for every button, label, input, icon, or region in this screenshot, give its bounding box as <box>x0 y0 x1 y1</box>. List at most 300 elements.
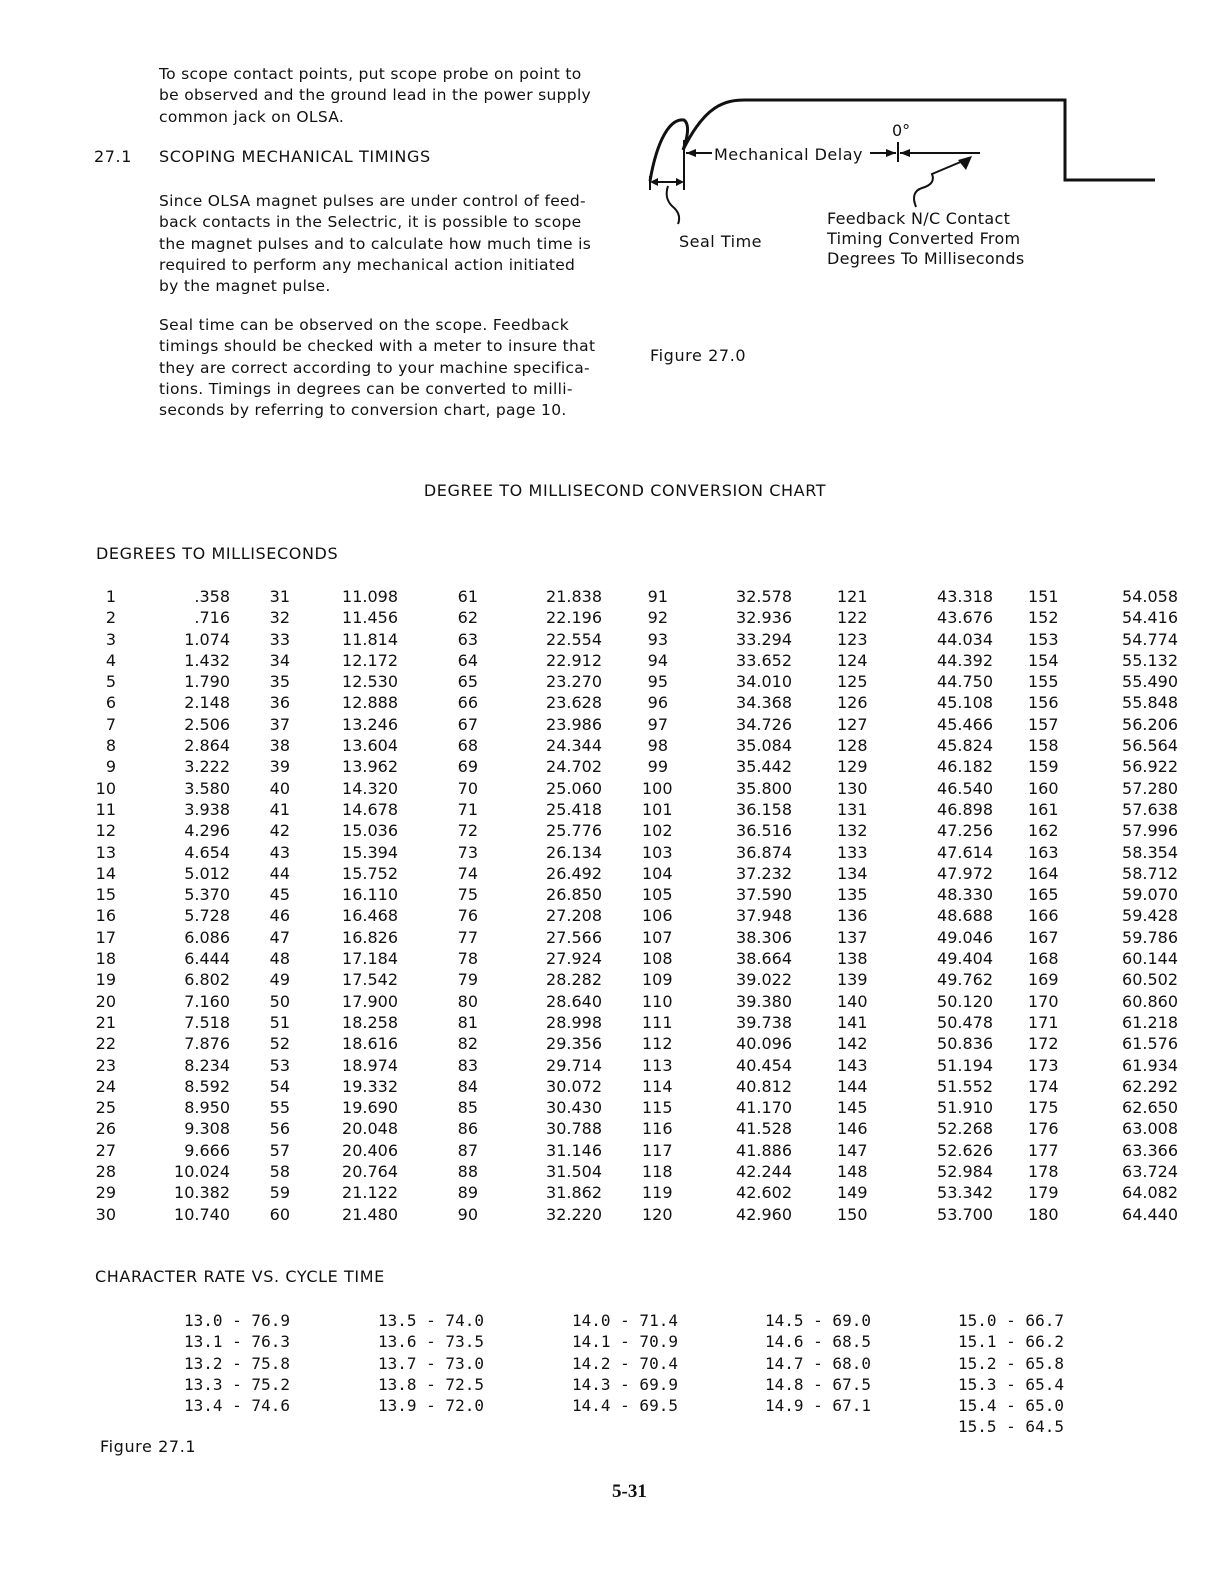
table-row <box>452 863 602 884</box>
millisecond-value: 47.614 <box>937 842 993 862</box>
table-row <box>264 1140 398 1161</box>
degree-value: 69 <box>457 757 478 777</box>
degrees-table-heading: DEGREES TO MILLISECONDS <box>96 544 339 563</box>
degree-value: 112 <box>642 1034 673 1054</box>
millisecond-value: 7.518 <box>184 1012 230 1032</box>
millisecond-value: 5.012 <box>184 863 230 883</box>
degree-value: 7 <box>105 714 116 734</box>
degree-value: 158 <box>1028 736 1059 756</box>
millisecond-value: 41.886 <box>736 1140 792 1160</box>
degree-value: 91 <box>647 587 668 606</box>
degree-value: 170 <box>1028 991 1059 1011</box>
millisecond-value: 33.652 <box>736 650 792 670</box>
degrees-column-1 <box>90 586 230 1225</box>
degree-value: 128 <box>837 736 868 756</box>
millisecond-value: 2.864 <box>184 736 230 756</box>
millisecond-value: 34.010 <box>736 672 792 692</box>
table-row <box>452 629 602 650</box>
list-item: 13.9 - 72.0 <box>378 1396 484 1416</box>
degree-value: 43 <box>269 842 290 862</box>
table-row <box>264 607 398 628</box>
degree-value: 4 <box>105 650 116 670</box>
list-item: 15.4 - 65.0 <box>958 1396 1064 1416</box>
degree-value: 22 <box>95 1034 116 1054</box>
millisecond-value: 3.938 <box>184 799 230 819</box>
millisecond-value: 9.308 <box>184 1119 230 1139</box>
mech-delay-arrowhead-left <box>686 149 696 157</box>
degree-value: 102 <box>642 821 673 841</box>
table-row <box>264 1012 398 1033</box>
millisecond-value: 18.616 <box>342 1034 398 1054</box>
degree-value: 82 <box>457 1034 478 1054</box>
table-row <box>90 1204 230 1225</box>
page-number: 5-31 <box>612 1481 647 1502</box>
timing-diagram <box>600 80 1180 280</box>
list-item: 14.5 - 69.0 <box>765 1311 871 1330</box>
millisecond-value: 28.640 <box>546 991 602 1011</box>
degree-value: 153 <box>1028 629 1059 649</box>
millisecond-value: 56.564 <box>1122 736 1178 756</box>
list-item: 14.3 - 69.9 <box>572 1374 678 1394</box>
millisecond-value: 64.440 <box>1122 1204 1178 1224</box>
list-item: 14.4 - 69.5 <box>572 1396 678 1416</box>
millisecond-value: 9.666 <box>184 1140 230 1160</box>
table-row <box>1028 927 1178 948</box>
table-row <box>452 927 602 948</box>
table-row <box>642 799 792 820</box>
millisecond-value: 13.246 <box>342 714 398 734</box>
table-row <box>1028 714 1178 735</box>
millisecond-value: 11.098 <box>342 587 398 606</box>
degree-value: 57 <box>269 1140 290 1160</box>
millisecond-value: 37.590 <box>736 885 792 905</box>
table-row <box>837 948 993 969</box>
degree-value: 20 <box>95 991 116 1011</box>
degree-value: 59 <box>269 1183 290 1203</box>
degree-value: 164 <box>1028 863 1059 883</box>
rate-column-3 <box>572 1310 678 1416</box>
millisecond-value: 56.922 <box>1122 757 1178 777</box>
list-item: 14.2 - 70.4 <box>572 1353 678 1373</box>
degree-value: 6 <box>105 693 116 713</box>
millisecond-value: 41.170 <box>736 1098 792 1118</box>
table-row <box>642 1055 792 1076</box>
degree-value: 85 <box>457 1098 478 1118</box>
table-row <box>264 1118 398 1139</box>
millisecond-value: 41.528 <box>736 1119 792 1139</box>
millisecond-value: 14.678 <box>342 799 398 819</box>
table-row <box>90 1012 230 1033</box>
degree-value: 154 <box>1028 650 1059 670</box>
degree-value: 129 <box>837 757 868 777</box>
degree-value: 174 <box>1028 1076 1059 1096</box>
table-row <box>1028 1097 1178 1118</box>
millisecond-value: 18.974 <box>342 1055 398 1075</box>
degree-value: 120 <box>642 1204 673 1224</box>
table-row <box>452 1182 602 1203</box>
millisecond-value: 64.082 <box>1122 1183 1178 1203</box>
millisecond-value: 45.108 <box>937 693 993 713</box>
table-row <box>837 1140 993 1161</box>
degree-value: 92 <box>647 608 668 628</box>
table-row <box>837 884 993 905</box>
millisecond-value: 30.788 <box>546 1119 602 1139</box>
degree-value: 124 <box>837 650 868 670</box>
millisecond-value: 3.580 <box>184 778 230 798</box>
millisecond-value: 27.566 <box>546 927 602 947</box>
degree-value: 5 <box>105 672 116 692</box>
millisecond-value: 40.454 <box>736 1055 792 1075</box>
millisecond-value: 15.394 <box>342 842 398 862</box>
millisecond-value: 52.268 <box>937 1119 993 1139</box>
degree-value: 173 <box>1028 1055 1059 1075</box>
table-row <box>90 948 230 969</box>
millisecond-value: 17.542 <box>342 970 398 990</box>
table-row <box>264 948 398 969</box>
list-item: 15.2 - 65.8 <box>958 1353 1064 1373</box>
millisecond-value: 50.120 <box>937 991 993 1011</box>
millisecond-value: 60.860 <box>1122 991 1178 1011</box>
table-row <box>837 991 993 1012</box>
degree-value: 28 <box>95 1162 116 1182</box>
table-row <box>642 927 792 948</box>
millisecond-value: 13.962 <box>342 757 398 777</box>
feedback-label-line1: Feedback N/C Contact <box>827 209 1011 228</box>
degree-value: 138 <box>837 949 868 969</box>
table-row <box>1028 969 1178 990</box>
millisecond-value: 10.382 <box>174 1183 230 1203</box>
table-row <box>837 586 993 607</box>
degree-value: 150 <box>837 1204 868 1224</box>
degree-value: 151 <box>1028 587 1059 606</box>
list-item: 13.6 - 73.5 <box>378 1332 484 1352</box>
millisecond-value: 46.182 <box>937 757 993 777</box>
table-row <box>642 714 792 735</box>
degree-value: 64 <box>457 650 478 670</box>
degree-value: 156 <box>1028 693 1059 713</box>
millisecond-value: 39.380 <box>736 991 792 1011</box>
millisecond-value: 36.158 <box>736 799 792 819</box>
degree-value: 89 <box>457 1183 478 1203</box>
table-row <box>264 969 398 990</box>
table-row <box>642 1182 792 1203</box>
millisecond-value: 35.442 <box>736 757 792 777</box>
degree-value: 84 <box>457 1076 478 1096</box>
table-row <box>642 842 792 863</box>
zero-arrowhead <box>900 149 910 157</box>
degree-value: 148 <box>837 1162 868 1182</box>
degree-value: 94 <box>647 650 668 670</box>
millisecond-value: 23.986 <box>546 714 602 734</box>
degree-value: 136 <box>837 906 868 926</box>
millisecond-value: 63.724 <box>1122 1162 1178 1182</box>
degree-value: 177 <box>1028 1140 1059 1160</box>
millisecond-value: 16.110 <box>342 885 398 905</box>
millisecond-value: 49.404 <box>937 949 993 969</box>
millisecond-value: 55.848 <box>1122 693 1178 713</box>
list-item: 15.0 - 66.7 <box>958 1311 1064 1330</box>
millisecond-value: 21.838 <box>546 587 602 606</box>
millisecond-value: 26.850 <box>546 885 602 905</box>
degree-value: 54 <box>269 1076 290 1096</box>
feedback-label-line2: Timing Converted From <box>827 229 1021 248</box>
table-row <box>837 820 993 841</box>
degree-value: 103 <box>642 842 673 862</box>
paragraph-seal-time: Seal time can be observed on the scope. Feedback timings should be checked with a meter to insure that they are correct according to your machine specifica- tions. Timings in degrees can be converted to milli- seconds by referring to conversion chart, page 10. <box>159 316 596 420</box>
table-row <box>452 692 602 713</box>
millisecond-value: 11.456 <box>342 608 398 628</box>
table-row <box>642 1161 792 1182</box>
table-row <box>1028 1161 1178 1182</box>
degree-value: 24 <box>95 1076 116 1096</box>
table-row <box>1028 1204 1178 1225</box>
millisecond-value: 52.984 <box>937 1162 993 1182</box>
table-row <box>452 969 602 990</box>
degree-value: 33 <box>269 629 290 649</box>
table-row <box>837 1118 993 1139</box>
millisecond-value: 47.256 <box>937 821 993 841</box>
degree-value: 167 <box>1028 927 1059 947</box>
table-row <box>642 650 792 671</box>
millisecond-value: 46.540 <box>937 778 993 798</box>
table-row <box>90 714 230 735</box>
table-row <box>452 820 602 841</box>
millisecond-value: 30.072 <box>546 1076 602 1096</box>
table-row <box>90 863 230 884</box>
degree-value: 147 <box>837 1140 868 1160</box>
degree-value: 172 <box>1028 1034 1059 1054</box>
table-row <box>452 735 602 756</box>
degree-value: 142 <box>837 1034 868 1054</box>
degree-value: 104 <box>642 863 673 883</box>
table-row <box>1028 756 1178 777</box>
table-row <box>642 756 792 777</box>
millisecond-value: 61.934 <box>1122 1055 1178 1075</box>
millisecond-value: 6.086 <box>184 927 230 947</box>
millisecond-value: 20.048 <box>342 1119 398 1139</box>
millisecond-value: 10.740 <box>174 1204 230 1224</box>
millisecond-value: 34.368 <box>736 693 792 713</box>
degree-value: 61 <box>457 587 478 606</box>
table-row <box>642 948 792 969</box>
table-row <box>264 1182 398 1203</box>
degree-value: 101 <box>642 799 673 819</box>
millisecond-value: 63.366 <box>1122 1140 1178 1160</box>
millisecond-value: 33.294 <box>736 629 792 649</box>
millisecond-value: 32.220 <box>546 1204 602 1224</box>
degree-value: 117 <box>642 1140 673 1160</box>
millisecond-value: 43.318 <box>937 587 993 606</box>
list-item: 15.1 - 66.2 <box>958 1332 1064 1352</box>
millisecond-value: 61.218 <box>1122 1012 1178 1032</box>
millisecond-value: 25.418 <box>546 799 602 819</box>
seal-time-label: Seal Time <box>679 232 762 251</box>
millisecond-value: 13.604 <box>342 736 398 756</box>
table-row <box>1028 1055 1178 1076</box>
degree-value: 125 <box>837 672 868 692</box>
table-row <box>90 1140 230 1161</box>
millisecond-value: 21.480 <box>342 1204 398 1224</box>
millisecond-value: 56.206 <box>1122 714 1178 734</box>
table-row <box>837 1204 993 1225</box>
degree-value: 27 <box>95 1140 116 1160</box>
degree-value: 145 <box>837 1098 868 1118</box>
table-row <box>837 927 993 948</box>
degree-value: 51 <box>269 1012 290 1032</box>
degree-value: 87 <box>457 1140 478 1160</box>
table-row <box>642 1140 792 1161</box>
pulse-waveform <box>650 100 1155 181</box>
millisecond-value: 24.344 <box>546 736 602 756</box>
rate-column-1 <box>184 1310 290 1416</box>
degree-value: 140 <box>837 991 868 1011</box>
millisecond-value: 61.576 <box>1122 1034 1178 1054</box>
table-row <box>837 671 993 692</box>
millisecond-value: 17.900 <box>342 991 398 1011</box>
table-row <box>837 863 993 884</box>
table-row <box>264 991 398 1012</box>
table-row <box>264 842 398 863</box>
table-row <box>642 991 792 1012</box>
degree-value: 179 <box>1028 1183 1059 1203</box>
degree-value: 100 <box>642 778 673 798</box>
degree-value: 73 <box>457 842 478 862</box>
degree-value: 25 <box>95 1098 116 1118</box>
seal-time-leader <box>667 186 679 224</box>
degree-value: 66 <box>457 693 478 713</box>
millisecond-value: 5.370 <box>184 885 230 905</box>
millisecond-value: 23.270 <box>546 672 602 692</box>
degree-value: 76 <box>457 906 478 926</box>
degree-value: 1 <box>105 587 116 606</box>
section-number: 27.1 <box>94 147 133 166</box>
table-row <box>642 969 792 990</box>
table-row <box>264 650 398 671</box>
table-row <box>1028 650 1178 671</box>
table-row <box>264 756 398 777</box>
table-row <box>452 1055 602 1076</box>
table-row <box>452 991 602 1012</box>
degree-value: 134 <box>837 863 868 883</box>
list-item: 13.3 - 75.2 <box>184 1374 290 1394</box>
degree-value: 11 <box>95 799 116 819</box>
degree-value: 32 <box>269 608 290 628</box>
millisecond-value: 42.244 <box>736 1162 792 1182</box>
millisecond-value: 58.354 <box>1122 842 1178 862</box>
millisecond-value: 50.478 <box>937 1012 993 1032</box>
table-row <box>837 905 993 926</box>
millisecond-value: 49.762 <box>937 970 993 990</box>
millisecond-value: 18.258 <box>342 1012 398 1032</box>
millisecond-value: 15.752 <box>342 863 398 883</box>
table-row <box>452 1161 602 1182</box>
table-row <box>452 607 602 628</box>
degree-value: 19 <box>95 970 116 990</box>
degree-value: 39 <box>269 757 290 777</box>
degree-value: 149 <box>837 1183 868 1203</box>
millisecond-value: 22.554 <box>546 629 602 649</box>
millisecond-value: 34.726 <box>736 714 792 734</box>
degree-value: 90 <box>457 1204 478 1224</box>
degree-value: 68 <box>457 736 478 756</box>
degree-value: 116 <box>642 1119 673 1139</box>
millisecond-value: 38.306 <box>736 927 792 947</box>
table-row <box>837 692 993 713</box>
degree-value: 160 <box>1028 778 1059 798</box>
table-row <box>264 1204 398 1225</box>
millisecond-value: .358 <box>194 587 230 606</box>
table-row <box>1028 586 1178 607</box>
millisecond-value: 50.836 <box>937 1034 993 1054</box>
table-row <box>1028 692 1178 713</box>
table-row <box>1028 735 1178 756</box>
rate-column-2 <box>378 1310 484 1416</box>
table-row <box>837 756 993 777</box>
degrees-column-3 <box>452 586 602 1225</box>
degrees-column-6 <box>1028 586 1178 1225</box>
degree-value: 143 <box>837 1055 868 1075</box>
table-row <box>90 905 230 926</box>
millisecond-value: 12.530 <box>342 672 398 692</box>
millisecond-value: 7.876 <box>184 1034 230 1054</box>
table-row <box>264 629 398 650</box>
millisecond-value: 42.960 <box>736 1204 792 1224</box>
paragraph-feedback-contacts: Since OLSA magnet pulses are under control of feed- back contacts in the Selectric, it is possible to scope the magnet pulses and to calculate how much time is required to perform any mechanical action initiated by the magnet pulse. <box>159 192 592 296</box>
degree-value: 107 <box>642 927 673 947</box>
millisecond-value: 4.296 <box>184 821 230 841</box>
degree-value: 71 <box>457 799 478 819</box>
millisecond-value: 3.222 <box>184 757 230 777</box>
table-row <box>452 905 602 926</box>
table-row <box>642 1118 792 1139</box>
millisecond-value: 57.996 <box>1122 821 1178 841</box>
table-row <box>90 884 230 905</box>
millisecond-value: 27.208 <box>546 906 602 926</box>
table-row <box>642 586 792 607</box>
degree-value: 46 <box>269 906 290 926</box>
millisecond-value: 6.802 <box>184 970 230 990</box>
degree-value: 122 <box>837 608 868 628</box>
table-row <box>1028 948 1178 969</box>
degree-value: 21 <box>95 1012 116 1032</box>
table-row <box>452 778 602 799</box>
table-row <box>837 969 993 990</box>
table-row <box>1028 905 1178 926</box>
table-row <box>642 1097 792 1118</box>
degree-value: 74 <box>457 863 478 883</box>
millisecond-value: 54.058 <box>1122 587 1178 606</box>
table-row <box>1028 820 1178 841</box>
degree-value: 37 <box>269 714 290 734</box>
degree-value: 123 <box>837 629 868 649</box>
degree-value: 47 <box>269 927 290 947</box>
list-item: 13.2 - 75.8 <box>184 1353 290 1373</box>
millisecond-value: 38.664 <box>736 949 792 969</box>
table-row <box>452 1033 602 1054</box>
degree-value: 96 <box>647 693 668 713</box>
table-row <box>642 607 792 628</box>
degree-value: 36 <box>269 693 290 713</box>
table-row <box>90 607 230 628</box>
degree-value: 175 <box>1028 1098 1059 1118</box>
table-row <box>642 1033 792 1054</box>
degree-value: 176 <box>1028 1119 1059 1139</box>
rate-column-5 <box>958 1310 1064 1438</box>
degree-value: 108 <box>642 949 673 969</box>
millisecond-value: 30.430 <box>546 1098 602 1118</box>
table-row <box>837 1033 993 1054</box>
table-row <box>90 629 230 650</box>
